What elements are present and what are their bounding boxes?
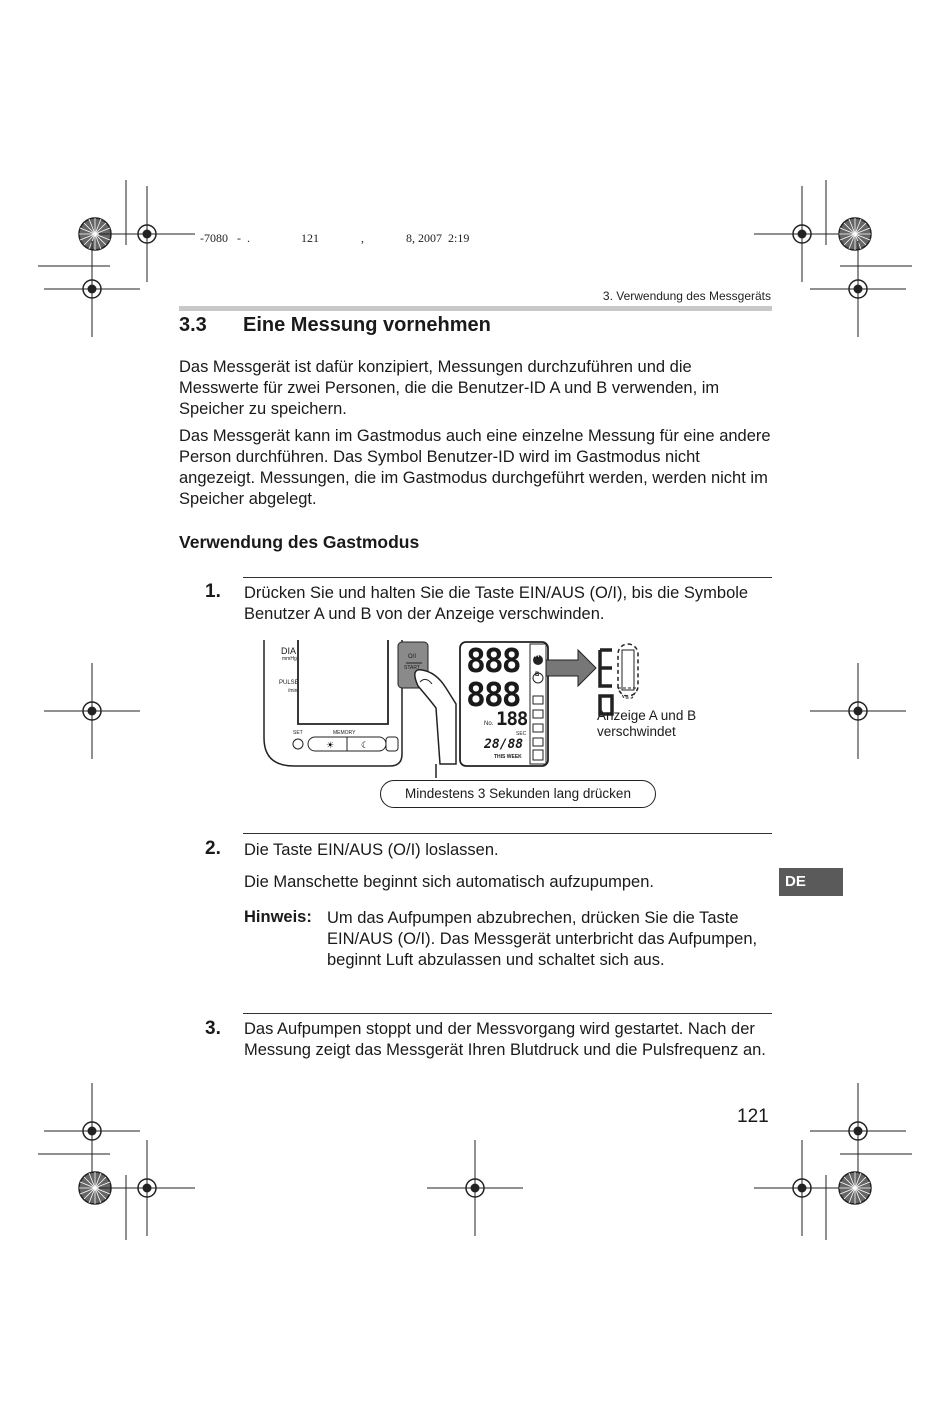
label-pulse-unit: /min [288, 688, 298, 694]
label-memory: MEMORY [333, 730, 356, 736]
step-3-text: Das Aufpumpen stoppt und der Messvorgang wird gestartet. Nach der Messung zeigt das Messgerät Ihren Blutdruck und die Pulsfrequenz an. [244, 1020, 766, 1059]
language-tab: DE [779, 868, 843, 896]
lcd-no: No. [484, 721, 494, 727]
label-start: START [404, 665, 420, 671]
label-power: O/I [408, 654, 417, 660]
section-number: 3.3 [179, 314, 207, 336]
step-2-number: 2. [205, 838, 221, 859]
note-text: Um das Aufpumpen abzubrechen, drücken Sie die Taste EIN/AUS (O/I). Das Messgerät unterbricht das Aufpumpen, beginnt Luft abzulassen und schaltet sich aus. [327, 909, 758, 969]
lcd-date: 28/88 [484, 737, 524, 752]
lcd-user-b: B [535, 672, 540, 678]
moon-icon: ☾ [361, 741, 370, 751]
lcd-systolic: 888 [466, 641, 520, 680]
intro-paragraph-2: Das Messgerät kann im Gastmodus auch eine einzelne Messung für eine andere Person durchführen. Das Symbol Benutzer-ID wird im Gastmodus nicht angezeigt. Messungen, die im Gastmodus durchgeführt werden, werden nicht im Speicher abgelegt. [179, 427, 771, 508]
step-2-text: Die Taste EIN/AUS (O/I) loslassen. [244, 841, 499, 859]
display-note: Anzeige A und B verschwindet [597, 708, 697, 739]
label-dia: DIA [281, 646, 297, 656]
label-dia-unit: mmHg [282, 656, 297, 662]
lcd-this-week: THIS WEEK [494, 754, 522, 760]
subsection-heading: Verwendung des Gastmodus [179, 532, 420, 552]
step-1-number: 1. [205, 581, 221, 602]
step-3-number: 3. [205, 1018, 221, 1039]
intro-paragraph-1: Das Messgerät ist dafür konzipiert, Messungen durchzuführen und die Messwerte für zwei Personen, die die Benutzer-ID A und B verwenden, im Speicher zu speichern. [179, 358, 720, 418]
step-1-rule [243, 577, 772, 578]
label-pulse: PULSE [279, 680, 299, 686]
section-heading [179, 314, 491, 337]
callout-press-3-seconds: Mindestens 3 Sekunden lang drücken [380, 780, 656, 808]
step-2-detail: Die Manschette beginnt sich automatisch aufzupumpen. [244, 873, 654, 891]
label-set: SET [293, 730, 303, 736]
step-2-rule [243, 833, 772, 834]
lcd-diastolic: 888 [466, 675, 520, 714]
page-number: 121 [737, 1106, 769, 1127]
step-3-rule [243, 1013, 772, 1014]
print-slug: -7080 - . 121 , 8, 2007 2:19 [200, 231, 470, 245]
running-head: 3. Verwendung des Messgeräts [602, 289, 771, 303]
note-label: Hinweis: [244, 908, 312, 926]
section-title: Eine Messung vornehmen [243, 314, 491, 336]
lcd-pulse: 188 [496, 708, 528, 730]
step-1-text: Drücken Sie und halten Sie die Taste EIN/AUS (O/I), bis die Symbole Benutzer A und B von der Anzeige verschwinden. [244, 584, 749, 623]
lcd-user-a: A [535, 653, 540, 659]
header-rule [179, 306, 772, 311]
sun-icon: ☀ [326, 741, 335, 751]
lcd-sec: SEC [516, 731, 527, 737]
